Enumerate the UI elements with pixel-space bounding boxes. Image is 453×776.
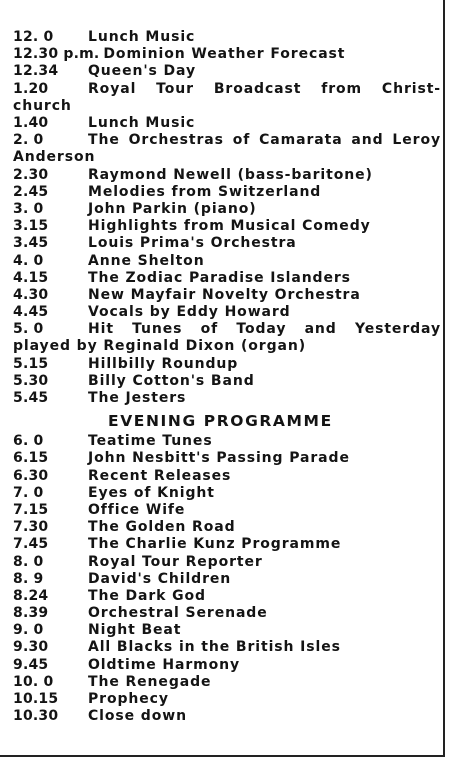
- listing-row: [13, 184, 441, 201]
- listing-row: [13, 536, 441, 553]
- listing-time: 8.39: [13, 605, 49, 622]
- listing-row: [13, 639, 441, 656]
- listing-time: 3. 0: [13, 200, 44, 217]
- listing-row: [13, 29, 441, 46]
- listing-time: 5.45: [13, 390, 49, 407]
- listing-title: John Parkin (piano): [88, 200, 257, 217]
- listing-title: The Zodiac Paradise Islanders: [88, 269, 351, 286]
- listing-title: Queen's Day: [88, 63, 196, 80]
- listing-row: [13, 321, 441, 355]
- listing-title: The Orchestras of Camarata and Leroy Anderson: [13, 132, 441, 166]
- listing-title: The Dark God: [88, 587, 206, 604]
- listing-row: [13, 46, 441, 63]
- listing-time: 7.30: [13, 519, 49, 536]
- listing-title: New Mayfair Novelty Orchestra: [88, 286, 361, 303]
- listing-title: Teatime Tunes: [88, 433, 213, 450]
- listing-time: 12.30 p.m.: [13, 46, 100, 63]
- listing-row: [13, 390, 441, 407]
- listing-time: 4.30: [13, 286, 49, 303]
- listing-row: [13, 691, 441, 708]
- listing-title: Hillbilly Roundup: [88, 355, 239, 372]
- listing-title: John Nesbitt's Passing Parade: [88, 450, 350, 467]
- listing-time: 4.15: [13, 269, 49, 286]
- listing-time: 12.34: [13, 63, 59, 80]
- listing-time: 3.15: [13, 218, 49, 235]
- listing-time: 6.30: [13, 467, 49, 484]
- listing-title: Close down: [88, 708, 187, 725]
- listing-time: 2.30: [13, 166, 49, 183]
- listing-title: Dominion Weather Forecast: [103, 46, 346, 63]
- programme-listing: [13, 29, 441, 725]
- listing-title: Louis Prima's Orchestra: [88, 235, 297, 252]
- listing-title: Vocals by Eddy Howard: [88, 304, 291, 321]
- listing-title: The Golden Road: [88, 519, 236, 536]
- listing-title: Lunch Music: [88, 114, 196, 131]
- listing-row: [13, 605, 441, 622]
- listing-time: 8. 0: [13, 553, 44, 570]
- listing-row: [13, 235, 441, 252]
- listing-title: Oldtime Harmony: [88, 656, 241, 673]
- listing-time: 4. 0: [13, 252, 44, 269]
- listing-title: Night Beat: [88, 622, 182, 639]
- listing-title: Royal Tour Reporter: [88, 553, 263, 570]
- listing-time: 9.45: [13, 656, 49, 673]
- evening-programme-heading: EVENING PROGRAMME: [108, 412, 333, 431]
- listing-title: All Blacks in the British Isles: [88, 639, 341, 656]
- listing-title: Orchestral Serenade: [88, 605, 268, 622]
- listing-title: Eyes of Knight: [88, 484, 215, 501]
- listing-row: [13, 657, 441, 674]
- listing-row: [13, 253, 441, 270]
- listing-time: 3.45: [13, 235, 49, 252]
- listing-title: Recent Releases: [88, 467, 232, 484]
- listing-time: 1.40: [13, 114, 49, 131]
- listing-row: [13, 201, 441, 218]
- listing-row: [13, 571, 441, 588]
- listing-time: 10.30: [13, 708, 59, 725]
- listing-row: [13, 433, 441, 450]
- listing-time: 5.30: [13, 372, 49, 389]
- listing-row: [13, 708, 441, 725]
- listing-title: Hit Tunes of Today and Yesterday played by Reginald Dixon (organ): [13, 321, 441, 355]
- listing-row: [13, 63, 441, 80]
- listing-row: [13, 287, 441, 304]
- listing-time: 8.24: [13, 587, 49, 604]
- listing-row: [13, 218, 441, 235]
- listing-row: [13, 373, 441, 390]
- listing-row: [13, 81, 441, 115]
- listing-time: 9.30: [13, 639, 49, 656]
- listing-row: [13, 356, 441, 373]
- listing-title: Lunch Music: [88, 29, 196, 45]
- listing-time: 9. 0: [13, 622, 44, 639]
- listing-time: 2.45: [13, 183, 49, 200]
- listing-time: 1.20: [13, 80, 49, 97]
- listing-title: Raymond Newell (bass-baritone): [88, 166, 373, 183]
- listing-title: The Jesters: [88, 390, 187, 407]
- listing-title: Anne Shelton: [88, 252, 205, 269]
- listing-row: [13, 554, 441, 571]
- listing-time: 2. 0: [13, 132, 44, 149]
- listing-title: David's Children: [88, 570, 232, 587]
- listing-row: [13, 115, 441, 132]
- listing-time: 5.15: [13, 355, 49, 372]
- listing-row: [13, 167, 441, 184]
- listing-time: 7.45: [13, 536, 49, 553]
- listing-row: [13, 270, 441, 287]
- listing-title: Royal Tour Broadcast from Christ-church: [13, 80, 441, 114]
- listing-title: The Charlie Kunz Programme: [88, 536, 342, 553]
- listing-title: Office Wife: [88, 501, 186, 518]
- listing-row: [13, 622, 441, 639]
- listing-row: [13, 588, 441, 605]
- listing-time: 7. 0: [13, 484, 44, 501]
- listing-time: 4.45: [13, 304, 49, 321]
- listing-time: 5. 0: [13, 321, 44, 338]
- listing-row: [13, 519, 441, 536]
- listing-title: The Renegade: [88, 673, 212, 690]
- listing-row: [13, 674, 441, 691]
- listing-title: Billy Cotton's Band: [88, 372, 255, 389]
- listing-row: [13, 502, 441, 519]
- listing-row: [13, 450, 441, 467]
- listing-row: [13, 485, 441, 502]
- listing-title: Prophecy: [88, 691, 169, 708]
- listing-row: [13, 132, 441, 166]
- listing-time: 10. 0: [13, 673, 54, 690]
- listing-time: 6. 0: [13, 433, 44, 450]
- listing-title: Highlights from Musical Comedy: [88, 218, 371, 235]
- listing-row: [13, 304, 441, 321]
- listing-time: 7.15: [13, 501, 49, 518]
- listing-time: 6.15: [13, 450, 49, 467]
- listing-row: [13, 468, 441, 485]
- listing-time: 12. 0: [13, 29, 54, 45]
- listing-title: Melodies from Switzerland: [88, 183, 322, 200]
- listing-time: 8. 9: [13, 570, 44, 587]
- listing-time: 10.15: [13, 691, 59, 708]
